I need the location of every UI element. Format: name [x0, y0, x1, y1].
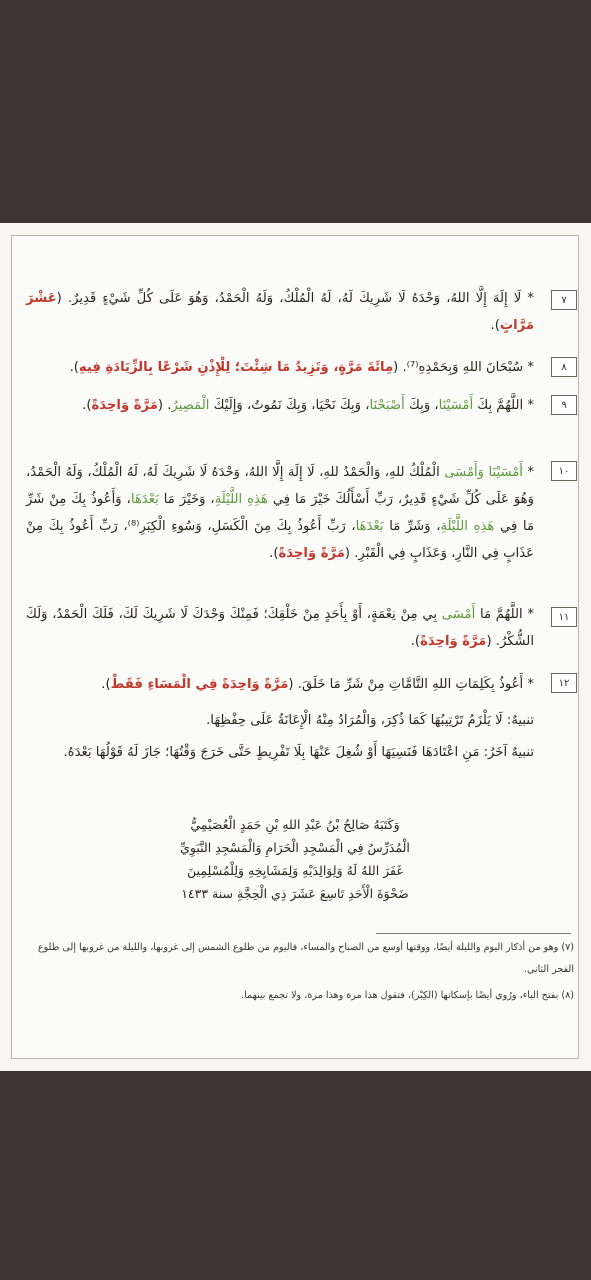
top-dark-band	[0, 0, 591, 223]
text-run: الْمُلْكُ للهِ، وَالْحَمْدُ للهِ، لَا إِلَهَ إِلَّا اللهُ، وَحْدَهُ لَا شَرِيكَ لَهُ، لَهُ الْمُلْكُ، وَلَهُ الْحَمْدُ، وَهُوَ عَلَى كُلِّ شَيْءٍ قَدِيرٌ، رَبِّ أَسْأَلُكَ خَيْرَ مَا فِي	[26, 465, 534, 507]
emphasis-red: مِائَةَ مَرَّةٍ، وَتَزِيدُ مَا شِئْتَ؛ لِلْإِذْنِ شَرْعًا بِالزِّيَادَةِ فِيهِ	[78, 360, 394, 375]
item-number-10: ١٠	[551, 461, 577, 481]
signature-date: ضَحْوَةَ الْأَحَدِ تَاسِعَ عَشَرَ ذِي الْحِجَّةِ سنة ١٤٣٣	[181, 886, 409, 901]
emphasis-red: مَرَّةً وَاحِدَةً	[91, 398, 158, 413]
dhikr-item-9	[26, 392, 534, 419]
item-number-8: ٨	[551, 357, 577, 377]
text-run: * اللَّهُمَّ مَا	[475, 607, 535, 622]
text-run: ).	[490, 318, 500, 333]
emphasis-green: بَعْدَهَا	[130, 492, 159, 507]
text-run: ، وَبِكَ نَحْيَا، وَبِكَ نَمُوتُ، وَإِلَيْكَ	[209, 398, 370, 413]
signature-line-2: الْمُدَرِّسُ فِي الْمَسْجِدِ الْحَرَامِ وَالْمَسْجِدِ النَّبَوِيِّ	[180, 840, 410, 855]
text-run: ).	[101, 677, 111, 692]
text-run: *	[522, 465, 535, 480]
text-run: ).	[410, 634, 421, 649]
item-number-9: ٩	[551, 395, 577, 415]
note-ordering: تنبيهٌ: لَا يَلْزَمُ تَرْتِيبُهَا كَمَا ذُكِرَ، وَالْمُرَادُ مِنْهُ الْإِعَانَةُ عَلَى حِفْظِهَا.	[206, 713, 534, 728]
emphasis-green: أَمْسَيْنَا وَأَمْسَى	[444, 465, 523, 480]
emphasis-green: أَمْسَيْنَا	[438, 398, 474, 413]
bottom-dark-band	[0, 1071, 591, 1280]
text-run: . (	[157, 398, 172, 413]
emphasis-green: هَذِهِ اللَّيْلَةِ	[440, 519, 495, 534]
emphasis-green: بَعْدَهَا	[355, 519, 384, 534]
emphasis-green: أَمْسَى	[441, 607, 476, 622]
dhikr-item-7	[26, 285, 534, 339]
text-run: * اللَّهُمَّ بِكَ	[473, 398, 534, 413]
text-run: * لَا إِلَهَ إِلَّا اللهُ، وَحْدَهُ لَا شَرِيكَ لَهُ، لَهُ الْمُلْكُ، وَلَهُ الْحَمْدُ، وَهُوَ عَلَى كُلِّ شَيْءٍ قَدِيرٌ. (	[56, 291, 534, 306]
document-page	[0, 223, 591, 1071]
footnote-separator	[376, 933, 571, 934]
emphasis-red: مَرَّةً وَاحِدَةً فِي الْمَسَاءِ فَقَطْ	[110, 677, 289, 692]
dhikr-item-8	[26, 354, 534, 381]
item-number-7: ٧	[551, 290, 577, 310]
emphasis-green: الْمَصِيرُ	[171, 398, 210, 413]
item-number-11: ١١	[551, 607, 577, 627]
signature-line-3: غَفَرَ اللهُ لَهُ وَلِوَالِدَيْهِ وَلِمَشَايِخِهِ وَلِلْمُسْلِمِينَ	[187, 863, 403, 878]
note-missed: تنبيهٌ آخَرُ: مَنِ اعْتَادَهَا فَنَسِيَهَا أَوْ شُغِلَ عَنْهَا بِلَا تَفْرِيطٍ حَتَّى خَرَجَ وَقْتُهَا؛ جَازَ لَهُ قَوْلُهَا بَعْدَهُ.	[63, 745, 534, 760]
signature-line-1: وَكَتَبَهُ صَالِحُ بْنُ عَبْدِ اللهِ بْنِ حَمَدٍ الْعُصَيْمِيُّ	[190, 817, 400, 832]
text-run: ، وَأَعُوذُ بِكَ مِنْ شَرِّ مَا فِي	[26, 492, 535, 534]
dhikr-item-11	[26, 601, 534, 655]
text-run: * سُبْحَانَ اللهِ وَبِحَمْدِهِ⁽⁷⁾. (	[393, 360, 534, 375]
text-run: ).	[269, 546, 279, 561]
text-run: ، وَخَيْرَ مَا	[158, 492, 215, 507]
footnote-7: (٧) وهو من أذكار اليوم والليلة أيضًا، ووقتها أوسع من الصباح والمساء، فاليوم من طلوع الشمس إلى غروبها، والليلة من غروبها إلى طلوع الفجر الثاني.	[37, 942, 574, 975]
item-number-12: ١٢	[551, 673, 577, 693]
footnote-8: (٨) بفتح الباء، ورُوي أيضًا بإسكانها (الكِبْر)، فتقول هذا مرة وهذا مرة، ولا تجمع بينهما.	[241, 990, 574, 1001]
text-run: ، وَبِكَ	[404, 398, 439, 413]
emphasis-red: مَرَّةً وَاحِدَةً	[278, 546, 345, 561]
dhikr-item-10	[26, 459, 534, 567]
dhikr-item-12	[26, 671, 534, 698]
text-run: ).	[69, 360, 79, 375]
emphasis-red: مَرَّةً وَاحِدَةً	[420, 634, 487, 649]
emphasis-green: أَصْبَحْنَا	[369, 398, 405, 413]
text-run: ، رَبِّ أَعُوذُ بِكَ مِنَ الْكَسَلِ، وَسُوءِ الْكِبَرِ⁽⁸⁾، رَبِّ أَعُوذُ بِكَ مِنْ عَذَابٍ فِي النَّارِ، وَعَذَابٍ فِي الْقَبْرِ. (	[26, 519, 534, 561]
text-run: * أَعُوذُ بِكَلِمَاتِ اللهِ التَّامَّاتِ مِنْ شَرِّ مَا خَلَقَ. (	[288, 677, 534, 692]
text-run: ).	[82, 398, 92, 413]
text-run: بِي مِنْ نِعْمَةٍ، أَوْ بِأَحَدٍ مِنْ خَلْقِكَ؛ فَمِنْكَ وَحْدَكَ لَا شَرِيكَ لَكَ، فَلَكَ الْحَمْدُ، وَلَكَ الشُّكْرُ. (	[26, 607, 534, 649]
emphasis-green: هَذِهِ اللَّيْلَةِ	[214, 492, 268, 507]
text-run: ، وَشَرِّ مَا	[383, 519, 441, 534]
emphasis-red: عَشْرَ مَرَّاتٍ	[26, 291, 534, 333]
